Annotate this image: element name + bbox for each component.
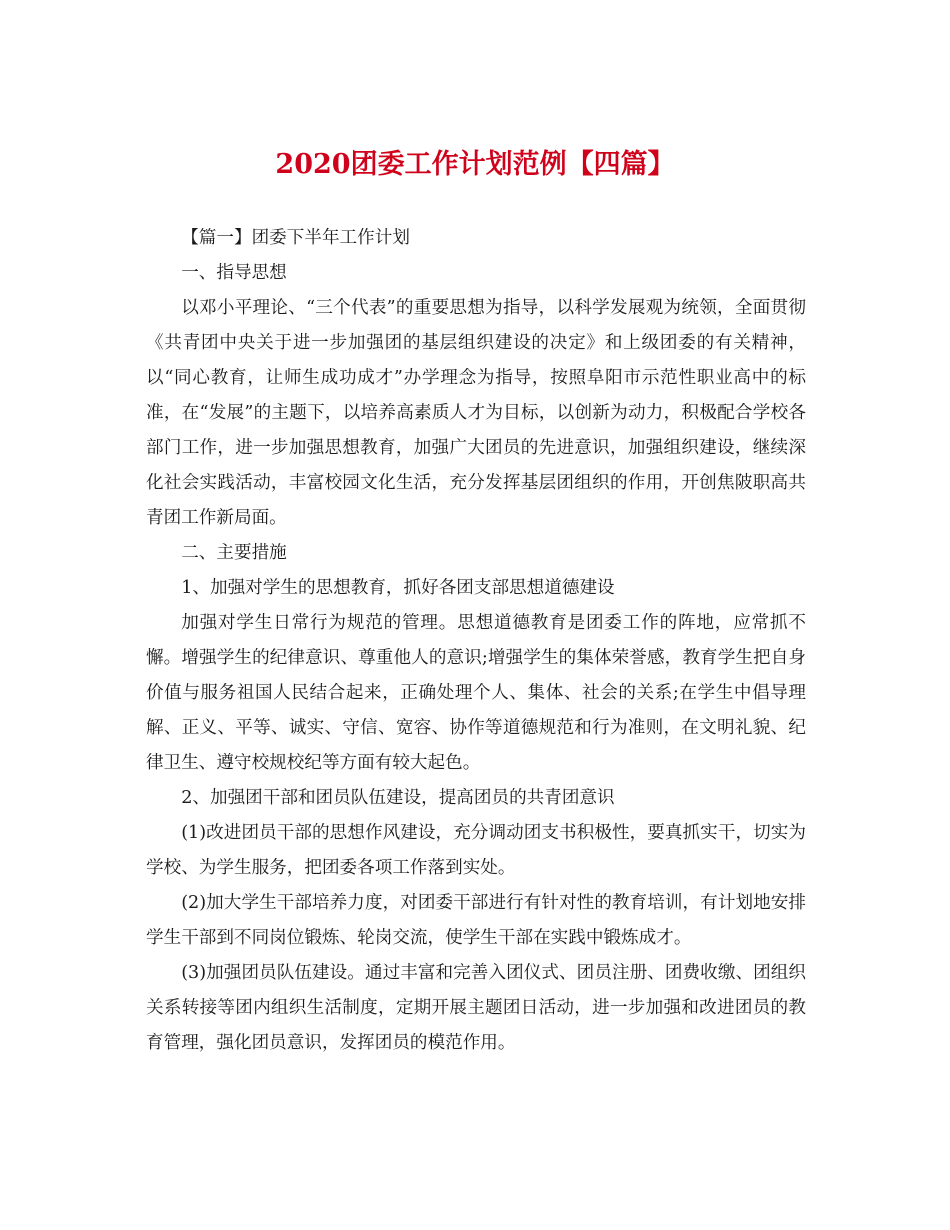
item-heading: 1、加强对学生的思想教育，抓好各团支部思想道德建设 (181, 578, 615, 598)
section-heading: 【篇一】团委下半年工作计划 (181, 228, 410, 248)
document-title: 2020团委工作计划范例【四篇】 (275, 149, 675, 180)
subsection-heading: 二、主要措施 (181, 543, 287, 563)
item-heading: 2、加强团干部和团员队伍建设，提高团员的共青团意识 (181, 788, 615, 808)
body-paragraph: 以邓小平理论、“三个代表”的重要思想为指导，以科学发展观为统领，全面贯彻《共青团中央关于进一步加强团的基层组织建设的决定》和上级团委的有关精神，以“同心教育，让师生成功成才”办学理念为指导，按照阜阳市示范性职业高中的标准，在“发展”的主题下，以培养高素质人才为目标，以创新为动力，积极配合学校各部门工作，进一步加强思想教育，加强广大团员的先进意识，加强组织建设，继续深化社会实践活动，丰富校园文化生活，充分发挥基层团组织的作用，开创焦陂职高共青团工作新局面。 (146, 298, 806, 528)
body-paragraph: 加强对学生日常行为规范的管理。思想道德教育是团委工作的阵地，应常抓不懈。增强学生的纪律意识、尊重他人的意识;增强学生的集体荣誉感，教育学生把自身价值与服务祖国人民结合起来，正确处理个人、集体、社会的关系;在学生中倡导理解、正义、平等、诚实、守信、宽容、协作等道德规范和行为准则，在文明礼貌、纪律卫生、遵守校规校纪等方面有较大起色。 (146, 613, 806, 773)
body-paragraph: (2)加大学生干部培养力度，对团委干部进行有针对性的教育培训，有计划地安排学生干部到不同岗位锻炼、轮岗交流，使学生干部在实践中锻炼成才。 (146, 893, 806, 948)
subsection-heading: 一、指导思想 (181, 263, 287, 283)
document-body (146, 221, 806, 1061)
body-paragraph: (3)加强团员队伍建设。通过丰富和完善入团仪式、团员注册、团费收缴、团组织关系转接等团内组织生活制度，定期开展主题团日活动，进一步加强和改进团员的教育管理，强化团员意识，发挥团员的模范作用。 (146, 963, 806, 1053)
body-paragraph: (1)改进团员干部的思想作风建设，充分调动团支书积极性，要真抓实干，切实为学校、为学生服务，把团委各项工作落到实处。 (146, 823, 806, 878)
